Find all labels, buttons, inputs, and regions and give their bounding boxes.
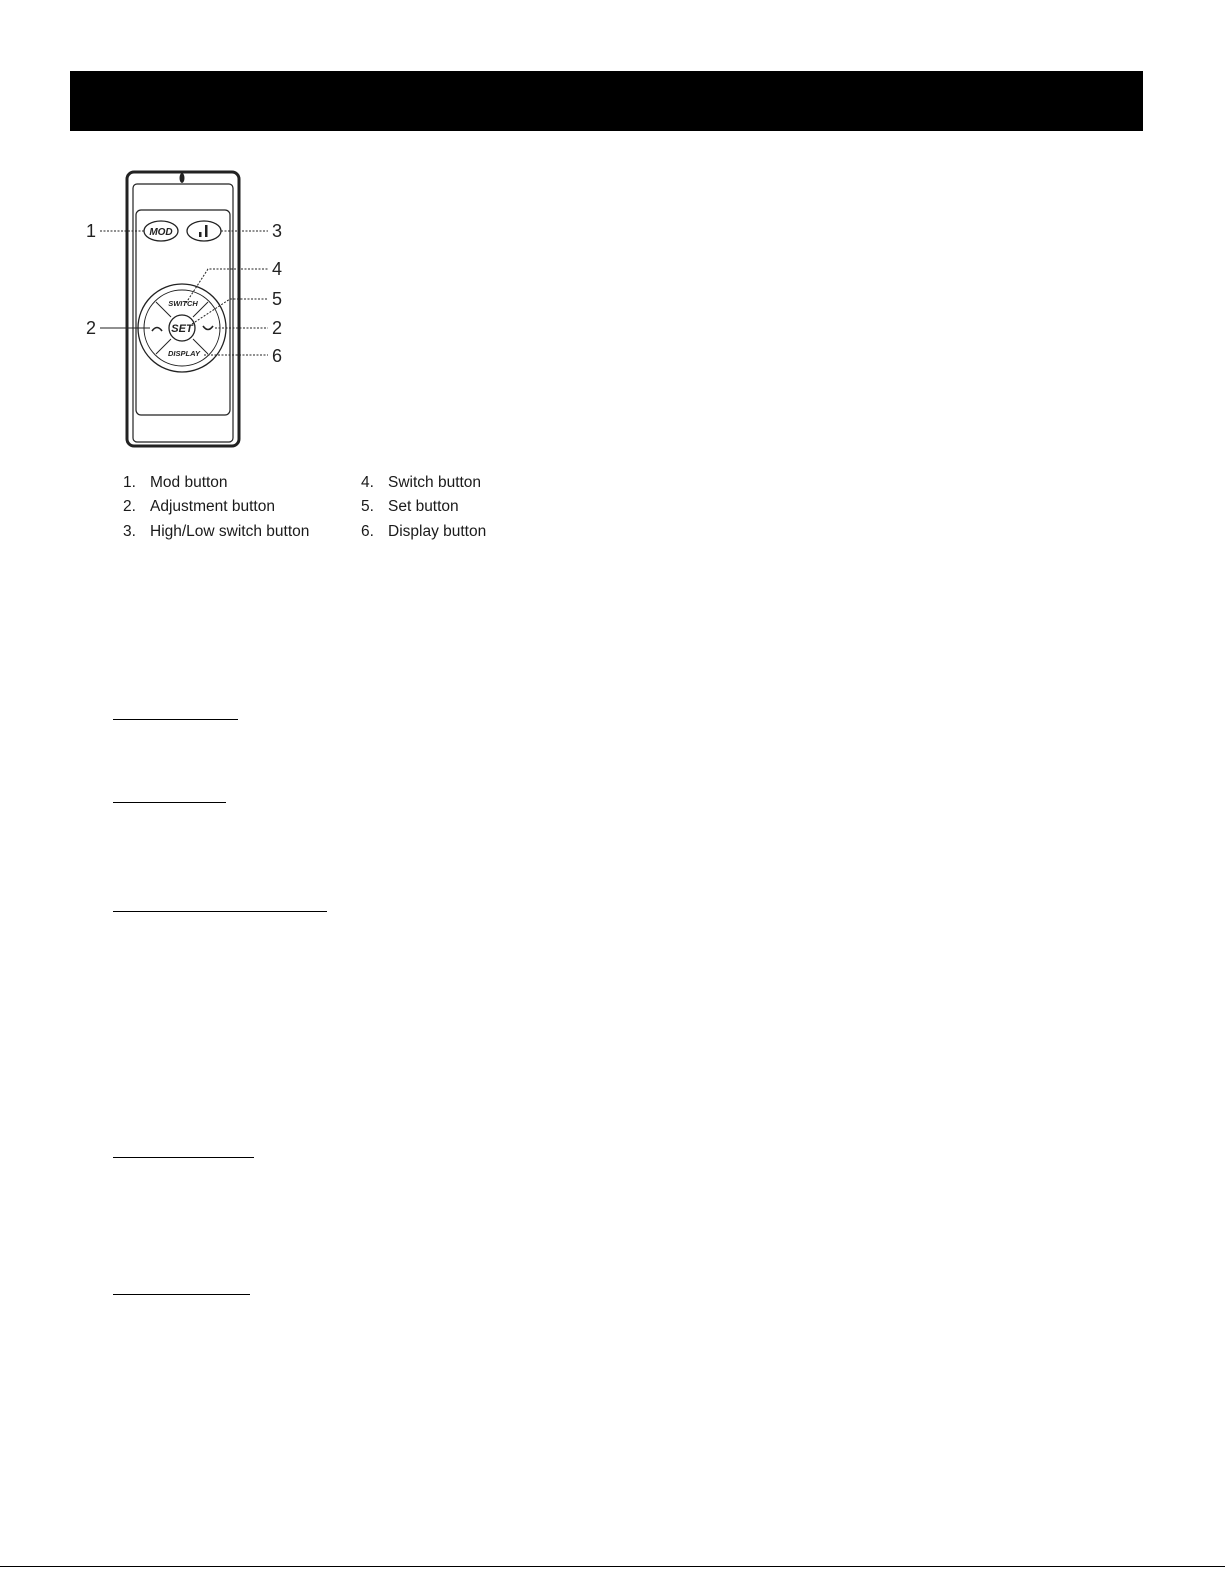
- legend-number: 4.: [361, 474, 374, 491]
- section-heading-rule: [113, 911, 327, 912]
- legend-item: [123, 496, 275, 518]
- page-bottom-rule: [0, 1566, 1225, 1567]
- legend-label: Mod button: [150, 474, 228, 491]
- callout-1: 1: [86, 221, 97, 241]
- remote-notch: [180, 173, 185, 183]
- legend-label: Set button: [388, 498, 459, 515]
- legend-label: Switch button: [388, 474, 482, 491]
- mod-button-label: MOD: [149, 227, 173, 238]
- section-heading-rule: [113, 719, 238, 720]
- callout-6: 6: [272, 346, 283, 366]
- signal-bar-short: [199, 232, 202, 237]
- callout-4: 4: [272, 259, 283, 279]
- legend-label: High/Low switch button: [150, 523, 310, 540]
- legend-number: 2.: [123, 498, 136, 515]
- section-heading-rule: [113, 1157, 254, 1158]
- legend-number: 3.: [123, 523, 136, 540]
- legend-item: [123, 472, 228, 494]
- signal-bar-tall: [205, 225, 208, 237]
- callout-5: 5: [272, 289, 283, 309]
- legend-label: Display button: [388, 523, 487, 540]
- header-bar: [70, 71, 1143, 131]
- legend-number: 6.: [361, 523, 374, 540]
- legend-item: [361, 521, 486, 543]
- legend-label: Adjustment button: [150, 498, 275, 515]
- display-button-label: DISPLAY: [168, 349, 200, 358]
- section-heading-rule: [113, 1294, 250, 1295]
- legend-item: [361, 472, 481, 494]
- remote-control-diagram: [80, 165, 300, 455]
- legend-item: [361, 496, 459, 518]
- switch-button-label: SWITCH: [168, 299, 198, 308]
- legend-number: 1.: [123, 474, 136, 491]
- legend-item: [123, 521, 309, 543]
- set-button-label: SET: [171, 323, 193, 335]
- section-heading-rule: [113, 802, 226, 803]
- callout-2-right: 2: [272, 318, 283, 338]
- legend-number: 5.: [361, 498, 374, 515]
- callout-3: 3: [272, 221, 283, 241]
- callout-2-left: 2: [86, 318, 97, 338]
- high-low-button-shape: [187, 221, 221, 241]
